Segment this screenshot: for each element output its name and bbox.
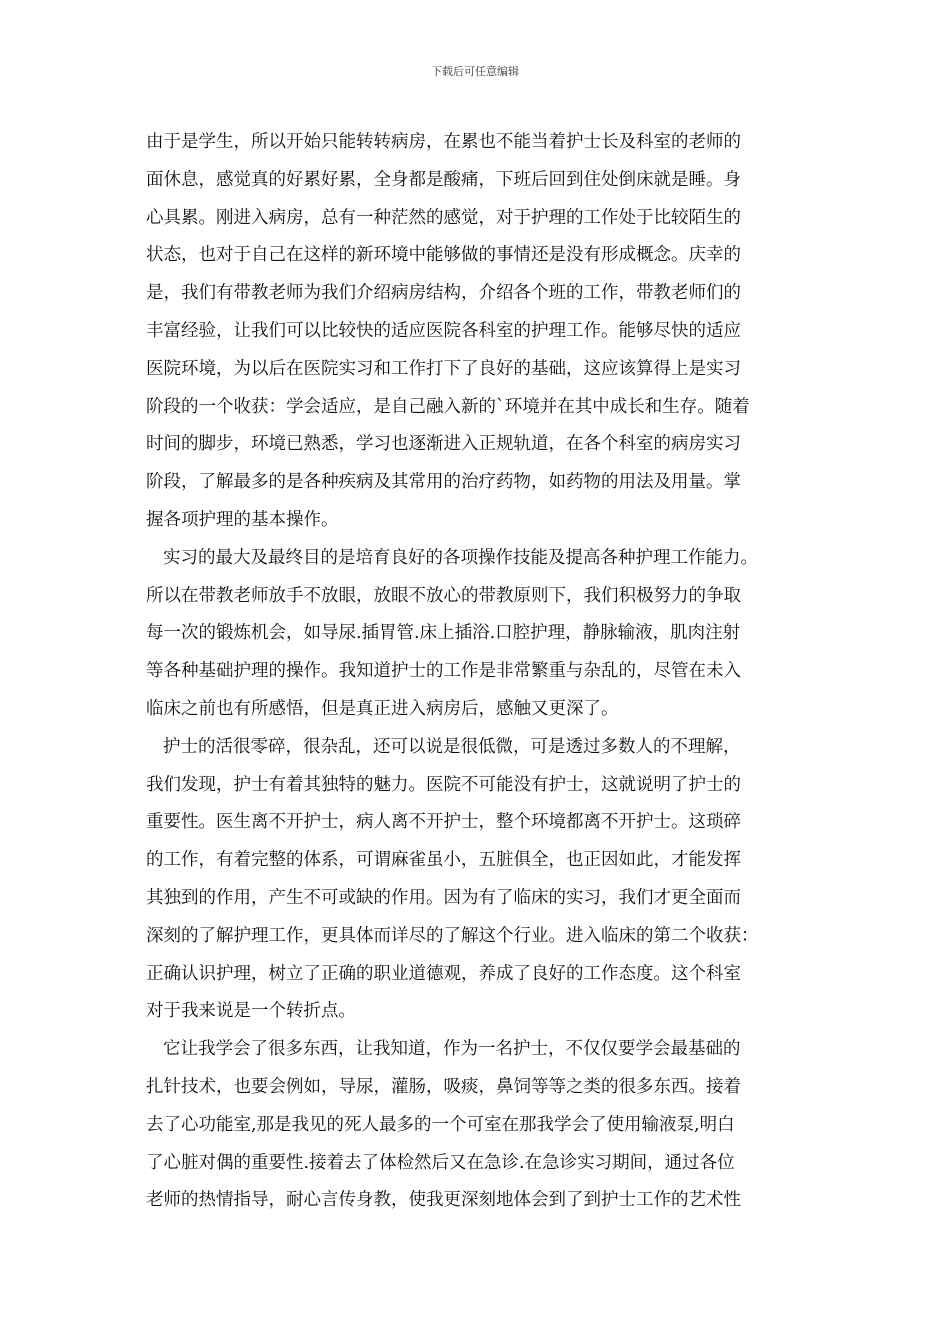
paragraph-3-line: 重要性。医生离不开护士，病人离不开护士，整个环境都离不开护士。这琐碎 bbox=[146, 812, 741, 833]
paragraph-1-line: 状态，也对于自己在这样的新环境中能够做的事情还是没有形成概念。庆幸的 bbox=[146, 245, 741, 266]
paragraph-2-line: 实习的最大及最终目的是培育良好的各项操作技能及提高各种护理工作能力。 bbox=[163, 547, 758, 568]
paragraph-3-line: 我们发现，护士有着其独特的魅力。医院不可能没有护士，这就说明了护士的 bbox=[146, 774, 741, 795]
paragraph-4-line: 去了心功能室,那是我见的死人最多的一个可室在那我学会了使用输液泵,明白 bbox=[146, 1114, 735, 1135]
paragraph-1-line: 医院环境，为以后在医院实习和工作打下了良好的基础，这应该算得上是实习 bbox=[146, 358, 741, 379]
paragraph-4-line: 老师的热情指导，耐心言传身教，使我更深刻地体会到了到护士工作的艺术性 bbox=[146, 1190, 741, 1211]
paragraph-4-line: 了心脏对偶的重要性.接着去了体检然后又在急诊.在急诊实习期间，通过各位 bbox=[146, 1152, 735, 1173]
paragraph-2-line: 等各种基础护理的操作。我知道护士的工作是非常繁重与杂乱的，尽管在未入 bbox=[146, 661, 741, 682]
paragraph-1-line: 是，我们有带教老师为我们介绍病房结构，介绍各个班的工作，带教老师们的 bbox=[146, 283, 741, 304]
paragraph-1-line: 时间的脚步，环境已熟悉，学习也逐渐进入正规轨道，在各个科室的病房实习 bbox=[146, 434, 741, 455]
paragraph-3-line: 对于我来说是一个转折点。 bbox=[146, 1001, 356, 1022]
document-body bbox=[146, 124, 806, 1220]
paragraph-1-line: 握各项护理的基本操作。 bbox=[146, 509, 339, 530]
paragraph-3-line: 正确认识护理，树立了正确的职业道德观，养成了良好的工作态度。这个科室 bbox=[146, 963, 741, 984]
page-header: 下载后可任意编辑 bbox=[431, 65, 519, 78]
paragraph-2-line: 临床之前也有所感悟，但是真正进入病房后，感触又更深了。 bbox=[146, 698, 619, 719]
paragraph-3-line: 护士的活很零碎，很杂乱，还可以说是很低微，可是透过多数人的不理解， bbox=[163, 736, 741, 757]
paragraph-1-line: 阶段的一个收获：学会适应，是自己融入新的`环境并在其中成长和生存。随着 bbox=[146, 396, 750, 417]
paragraph-4-line: 扎针技术，也要会例如，导尿，灌肠，吸痰，鼻饲等等之类的很多东西。接着 bbox=[146, 1076, 741, 1097]
paragraph-3-line: 的工作，有着完整的体系，可谓麻雀虽小，五脏俱全，也正因如此，才能发挥 bbox=[146, 850, 741, 871]
paragraph-2-line: 所以在带教老师放手不放眼，放眼不放心的带教原则下，我们积极努力的争取 bbox=[146, 585, 741, 606]
paragraph-1-line: 由于是学生，所以开始只能转转病房，在累也不能当着护士长及科室的老师的 bbox=[146, 132, 741, 152]
paragraph-1-line: 阶段，了解最多的是各种疾病及其常用的治疗药物，如药物的用法及用量。掌 bbox=[146, 472, 741, 493]
paragraph-2-line: 每一次的锻炼机会，如导尿.插胃管.床上插浴.口腔护理，静脉输液，肌肉注射 bbox=[146, 623, 741, 644]
paragraph-4-line: 它让我学会了很多东西，让我知道，作为一名护士，不仅仅要学会最基础的 bbox=[163, 1039, 741, 1060]
paragraph-3-line: 其独到的作用，产生不可或缺的作用。因为有了临床的实习，我们才更全面而 bbox=[146, 887, 741, 908]
paragraph-1-line: 面休息，感觉真的好累好累，全身都是酸痛，下班后回到住处倒床就是睡。身 bbox=[146, 169, 741, 190]
paragraph-3-line: 深刻的了解护理工作，更具体而详尽的了解这个行业。进入临床的第二个收获： bbox=[146, 925, 759, 946]
paragraph-1-line: 丰富经验，让我们可以比较快的适应医院各科室的护理工作。能够尽快的适应 bbox=[146, 320, 741, 341]
paragraph-1-line: 心具累。刚进入病房，总有一种茫然的感觉，对于护理的工作处于比较陌生的 bbox=[146, 207, 741, 228]
